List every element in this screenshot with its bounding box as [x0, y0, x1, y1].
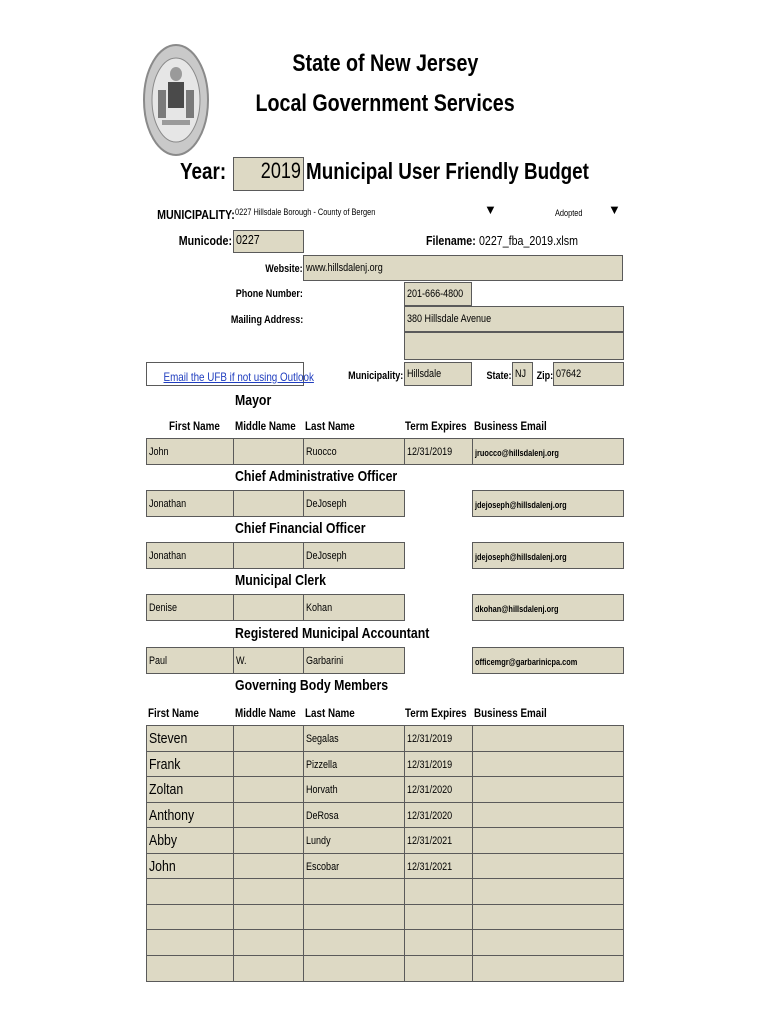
column-term-expires: Term Expires	[405, 419, 467, 433]
status-dropdown-arrow-icon[interactable]: ▼	[608, 202, 621, 217]
gov-first-name[interactable]	[146, 955, 234, 982]
gov-middle-name[interactable]	[233, 929, 304, 956]
gov-middle-name[interactable]	[233, 878, 304, 905]
clerk-middle-name[interactable]	[233, 594, 304, 621]
gov-first-name[interactable]: Steven	[146, 725, 234, 752]
gov-business-email[interactable]	[472, 802, 624, 829]
gov-last-name[interactable]	[303, 929, 405, 956]
cfo-business-email[interactable]: jdejoseph@hillsdalenj.org	[472, 542, 624, 569]
gov-business-email[interactable]	[472, 776, 624, 803]
gov-term-expires[interactable]	[404, 878, 473, 905]
gov-first-name[interactable]: John	[146, 853, 234, 880]
zip-label: Zip:	[536, 370, 554, 382]
gov-term-expires[interactable]	[404, 955, 473, 982]
website-label: Website:	[265, 263, 303, 275]
gov-last-name[interactable]	[303, 904, 405, 931]
gov-last-name[interactable]	[303, 955, 405, 982]
email-ufb-link[interactable]: Email the UFB if not using Outlook	[146, 362, 304, 386]
zip-field[interactable]: 07642	[553, 362, 624, 386]
clerk-section-title: Municipal Clerk	[235, 572, 326, 589]
gov-middle-name[interactable]	[233, 827, 304, 854]
state-label: State:	[486, 370, 512, 382]
clerk-first-name[interactable]: Denise	[146, 594, 234, 621]
rma-section-title: Registered Municipal Accountant	[235, 625, 430, 642]
mailing-address-line2[interactable]	[404, 332, 624, 360]
mayor-business-email[interactable]: jruocco@hillsdalenj.org	[472, 438, 624, 465]
year-label: Year:	[180, 158, 227, 184]
gov-middle-name[interactable]	[233, 751, 304, 778]
rma-middle-name[interactable]: W.	[233, 647, 304, 674]
gov-term-expires[interactable]: 12/31/2020	[404, 776, 473, 803]
gov-last-name[interactable]: Horvath	[303, 776, 405, 803]
cao-section-title: Chief Administrative Officer	[235, 468, 398, 485]
cao-middle-name[interactable]	[233, 490, 304, 517]
rma-business-email[interactable]: officemgr@garbarinicpa.com	[472, 647, 624, 674]
gov-column-first-name: First Name	[148, 706, 199, 720]
gov-business-email[interactable]	[472, 827, 624, 854]
gov-last-name[interactable]	[303, 878, 405, 905]
mayor-first-name[interactable]: John	[146, 438, 234, 465]
municipality-city-label: Municipality:	[347, 370, 403, 382]
mailing-label: Mailing Address:	[230, 314, 303, 326]
state-field[interactable]: NJ	[512, 362, 533, 386]
municipality-dropdown-arrow-icon[interactable]: ▼	[484, 202, 497, 217]
year-field[interactable]: 2019	[233, 157, 304, 191]
gov-first-name[interactable]: Anthony	[146, 802, 234, 829]
gov-last-name[interactable]: Pizzella	[303, 751, 405, 778]
gov-first-name[interactable]	[146, 904, 234, 931]
gov-first-name[interactable]	[146, 929, 234, 956]
gov-term-expires[interactable]: 12/31/2020	[404, 802, 473, 829]
cao-last-name[interactable]: DeJoseph	[303, 490, 405, 517]
gov-term-expires[interactable]	[404, 929, 473, 956]
budget-title: Municipal User Friendly Budget	[306, 158, 589, 184]
rma-last-name[interactable]: Garbarini	[303, 647, 405, 674]
column-business-email: Business Email	[474, 419, 547, 433]
gov-business-email[interactable]	[472, 878, 624, 905]
gov-term-expires[interactable]: 12/31/2019	[404, 725, 473, 752]
municipality-city-field[interactable]: Hillsdale	[404, 362, 472, 386]
mayor-term-expires[interactable]: 12/31/2019	[404, 438, 473, 465]
municode-label: Municode:	[178, 233, 232, 248]
gov-first-name[interactable]: Frank	[146, 751, 234, 778]
cfo-last-name[interactable]: DeJoseph	[303, 542, 405, 569]
gov-middle-name[interactable]	[233, 853, 304, 880]
gov-middle-name[interactable]	[233, 802, 304, 829]
gov-column-last-name: Last Name	[305, 706, 355, 720]
clerk-business-email[interactable]: dkohan@hillsdalenj.org	[472, 594, 624, 621]
gov-middle-name[interactable]	[233, 725, 304, 752]
mayor-last-name[interactable]: Ruocco	[303, 438, 405, 465]
gov-middle-name[interactable]	[233, 904, 304, 931]
gov-business-email[interactable]	[472, 751, 624, 778]
gov-first-name[interactable]: Zoltan	[146, 776, 234, 803]
municipality-label: MUNICIPALITY:	[157, 207, 235, 222]
gov-term-expires[interactable]: 12/31/2021	[404, 853, 473, 880]
column-last-name: Last Name	[305, 419, 355, 433]
gov-business-email[interactable]	[472, 955, 624, 982]
gov-column-business-email: Business Email	[474, 706, 547, 720]
cfo-first-name[interactable]: Jonathan	[146, 542, 234, 569]
gov-first-name[interactable]: Abby	[146, 827, 234, 854]
gov-last-name[interactable]: Segalas	[303, 725, 405, 752]
mayor-middle-name[interactable]	[233, 438, 304, 465]
gov-last-name[interactable]: Escobar	[303, 853, 405, 880]
gov-middle-name[interactable]	[233, 776, 304, 803]
gov-business-email[interactable]	[472, 904, 624, 931]
municipality-select[interactable]: 0227 Hillsdale Borough - County of Bergen	[235, 207, 376, 217]
website-field[interactable]: www.hillsdalenj.org	[303, 255, 623, 281]
gov-business-email[interactable]	[472, 853, 624, 880]
phone-field[interactable]: 201-666-4800	[404, 282, 472, 306]
gov-business-email[interactable]	[472, 929, 624, 956]
mayor-section-title: Mayor	[235, 392, 272, 409]
mailing-address-line1[interactable]: 380 Hillsdale Avenue	[404, 306, 624, 332]
cfo-middle-name[interactable]	[233, 542, 304, 569]
gov-column-middle-name: Middle Name	[235, 706, 296, 720]
column-first-name: First Name	[169, 419, 220, 433]
clerk-last-name[interactable]: Kohan	[303, 594, 405, 621]
gov-term-expires[interactable]: 12/31/2019	[404, 751, 473, 778]
gov-last-name[interactable]: DeRosa	[303, 802, 405, 829]
phone-label: Phone Number:	[235, 288, 303, 300]
gov-first-name[interactable]	[146, 878, 234, 905]
governing-section-title: Governing Body Members	[235, 677, 389, 694]
gov-column-term-expires: Term Expires	[405, 706, 467, 720]
cfo-section-title: Chief Financial Officer	[235, 520, 366, 537]
gov-term-expires[interactable]	[404, 904, 473, 931]
gov-business-email[interactable]	[472, 725, 624, 752]
column-middle-name: Middle Name	[235, 419, 296, 433]
page-subtitle: Local Government Services	[255, 90, 515, 117]
gov-middle-name[interactable]	[233, 955, 304, 982]
municode-field[interactable]: 0227	[233, 230, 304, 253]
page-title: State of New Jersey	[292, 50, 478, 77]
gov-term-expires[interactable]: 12/31/2021	[404, 827, 473, 854]
cao-first-name[interactable]: Jonathan	[146, 490, 234, 517]
filename: Filename: 0227_fba_2019.xlsm	[426, 233, 578, 248]
rma-first-name[interactable]: Paul	[146, 647, 234, 674]
status-select[interactable]: Adopted	[555, 208, 583, 218]
gov-last-name[interactable]: Lundy	[303, 827, 405, 854]
cao-business-email[interactable]: jdejoseph@hillsdalenj.org	[472, 490, 624, 517]
